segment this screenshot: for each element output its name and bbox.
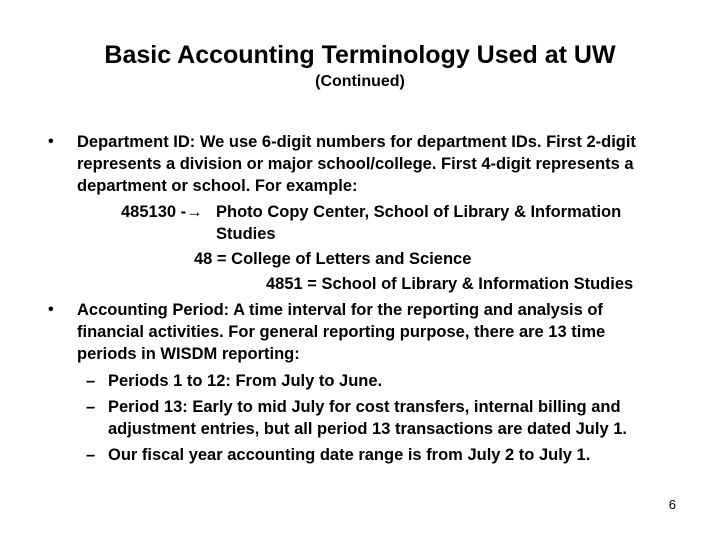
slide-title: Basic Accounting Terminology Used at UW [104, 41, 616, 69]
example-school: 4851 = School of Library & Information Studies [266, 275, 634, 293]
sub-bullet-marker: – [86, 446, 96, 464]
bullet-department-id: Department ID: We use 6-digit numbers for department IDs. First 2-digit represents a division or major school/college. First 4-digit represents a department or school. For example: [77, 133, 636, 195]
example-arrow: -→ [180, 203, 203, 221]
bullet-accounting-period: Accounting Period: A time interval for the reporting and analysis of financial activities. For general reporting purpose, there are 13 time periods in WISDM reporting: [77, 301, 606, 363]
slide-subtitle: (Continued) [315, 73, 405, 90]
sub-item-period-13: Period 13: Early to mid July for cost transfers, internal billing and adjustment entries, but all period 13 transactions are dated July 1. [108, 398, 627, 438]
example-code: 485130 [121, 203, 177, 221]
sub-bullet-marker: – [86, 372, 96, 390]
bullet-marker: • [48, 301, 54, 318]
page-number: 6 [668, 497, 676, 512]
sub-bullet-marker: – [86, 398, 96, 416]
example-line [121, 201, 203, 223]
example-college: 48 = College of Letters and Science [194, 250, 472, 268]
bullet-marker: • [48, 133, 54, 150]
example-description: Photo Copy Center, School of Library & Information Studies [216, 203, 622, 243]
sub-item-periods-1-12: Periods 1 to 12: From July to June. [108, 372, 383, 390]
sub-item-fiscal-year: Our fiscal year accounting date range is from July 2 to July 1. [108, 446, 591, 464]
